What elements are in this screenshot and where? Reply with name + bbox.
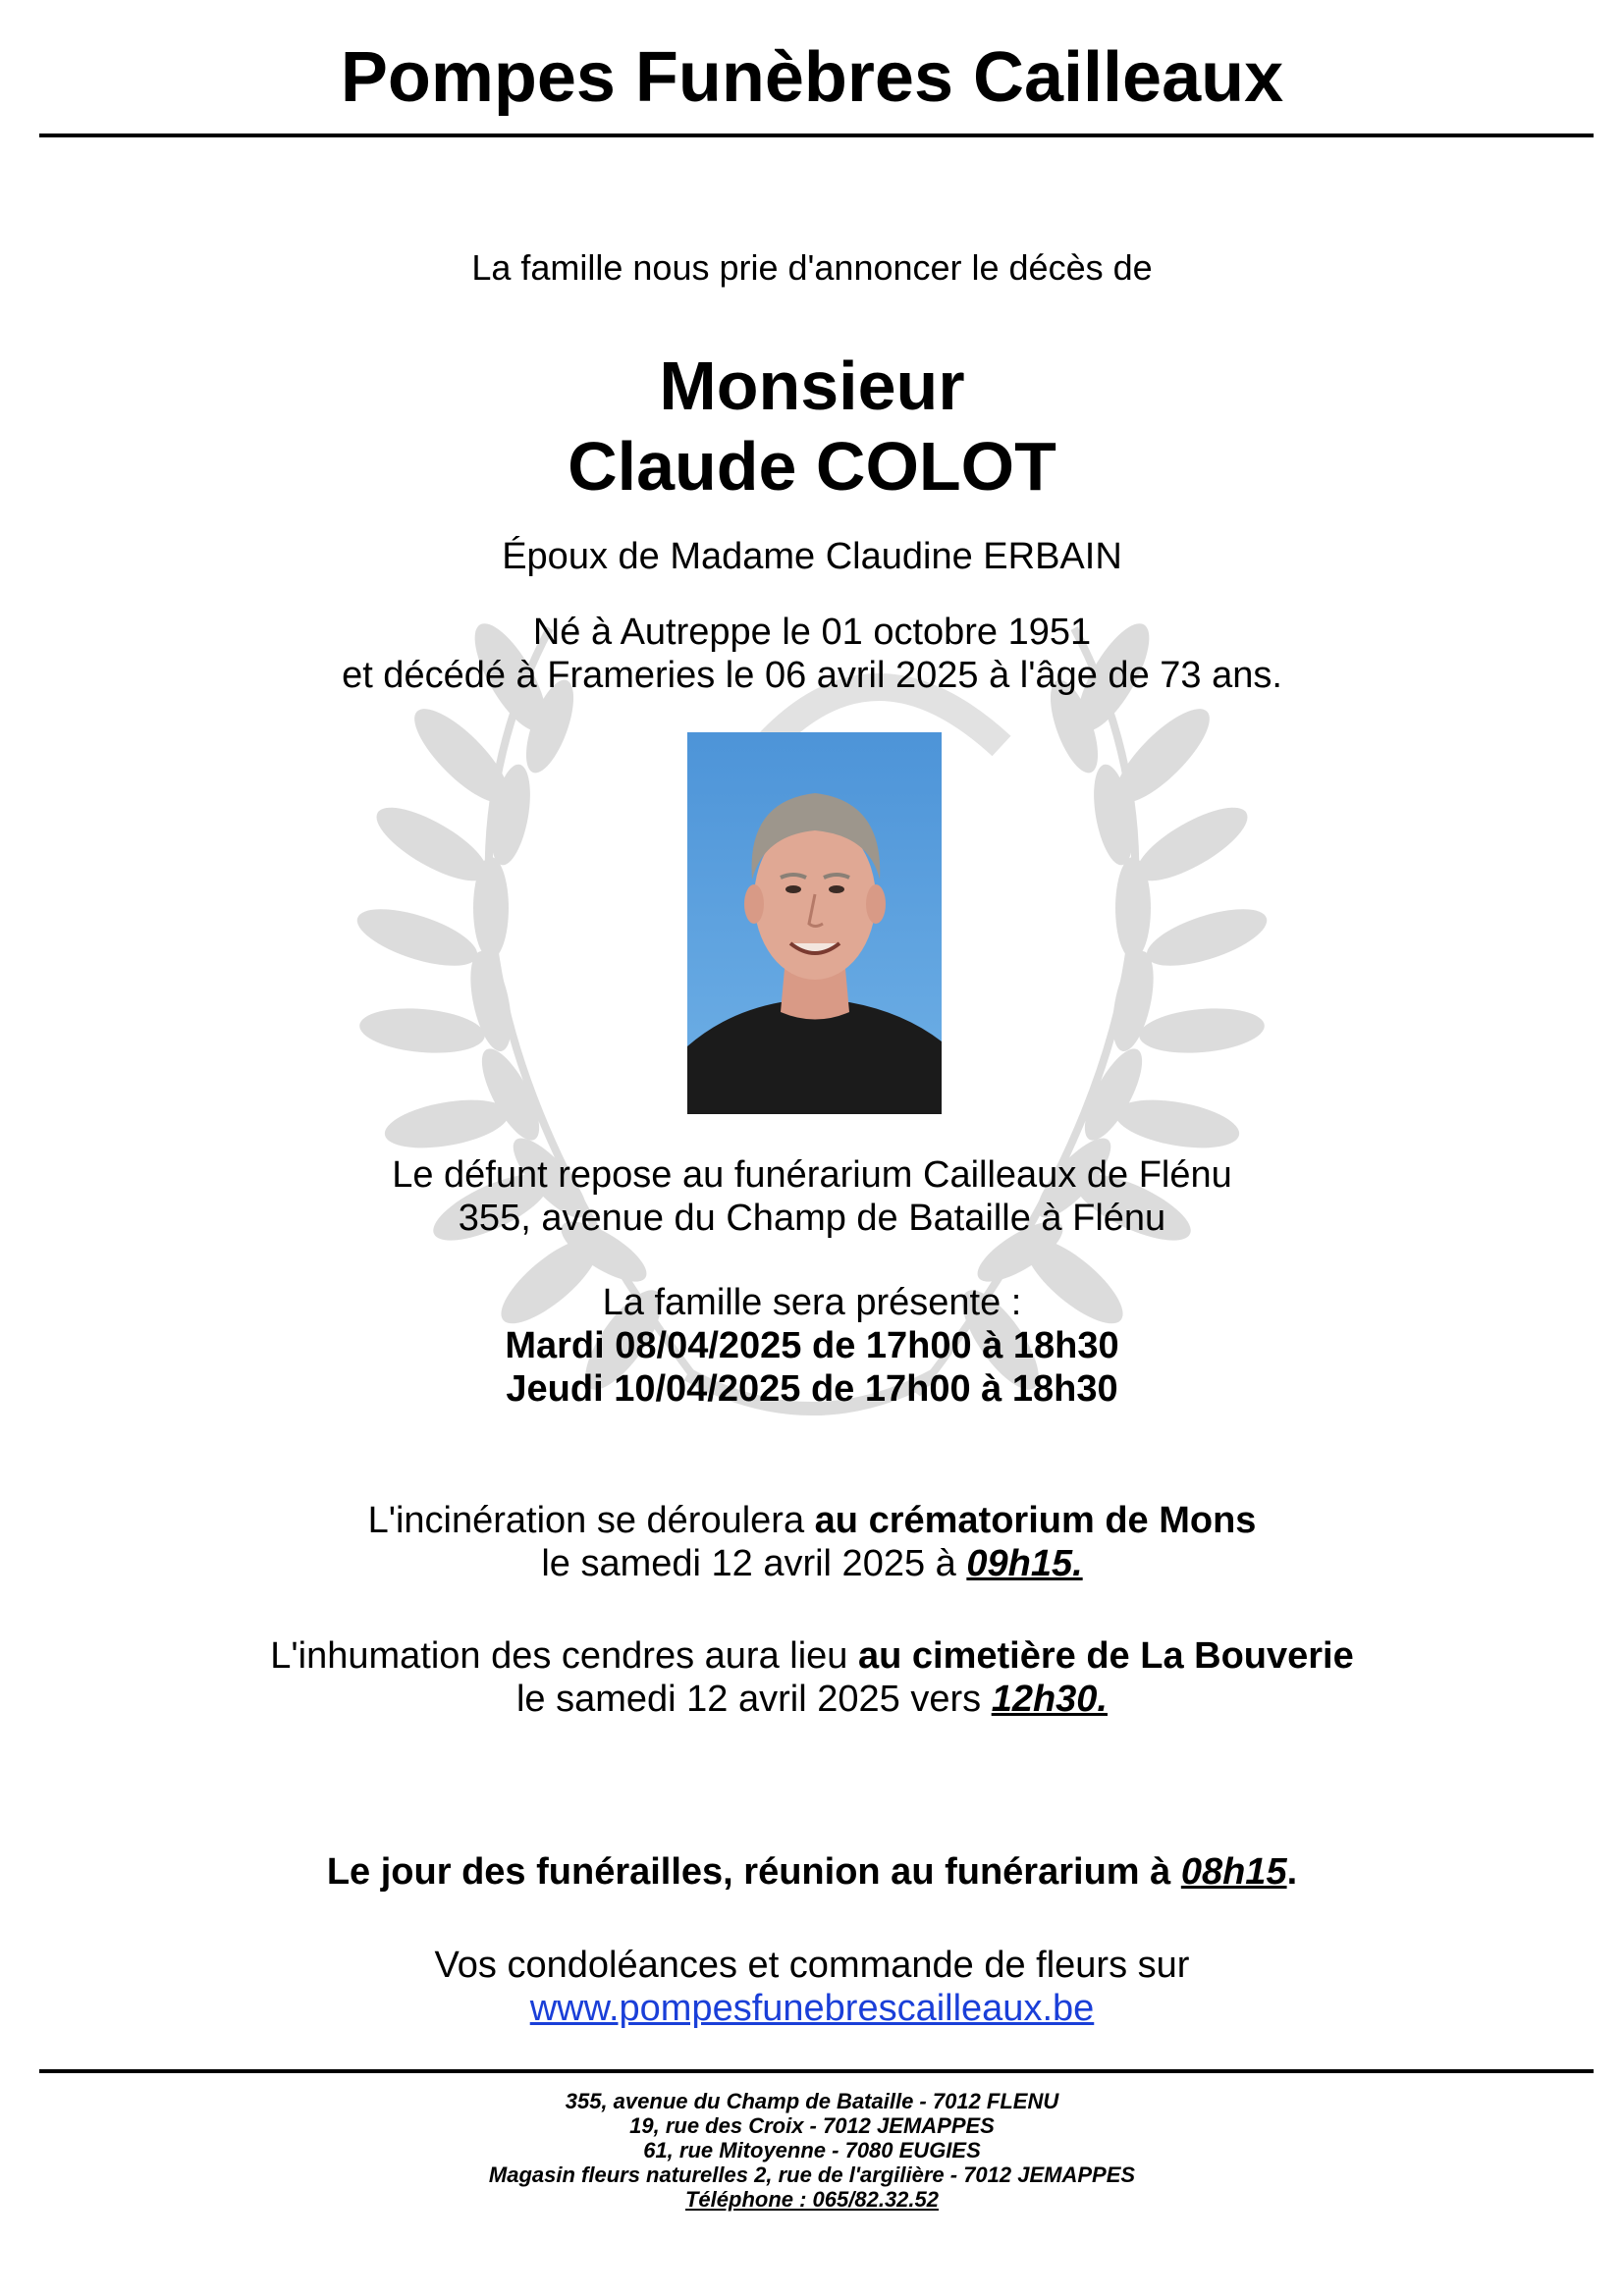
repose-line-2: 355, avenue du Champ de Bataille à Flénu xyxy=(458,1198,1166,1239)
footer-addresses xyxy=(0,2089,1624,2212)
burial-line-1 xyxy=(0,1634,1624,1678)
repose-line-1: Le défunt repose au funérarium Cailleaux de Flénu xyxy=(392,1154,1232,1196)
footer-address: Magasin fleurs naturelles 2, rue de l'argilière - 7012 JEMAPPES xyxy=(488,2163,1136,2187)
company-title: Pompes Funèbres Cailleaux xyxy=(340,38,1284,117)
announcement-intro: La famille nous prie d'annoncer le décès de xyxy=(471,247,1153,288)
honorific: Monsieur xyxy=(659,347,965,424)
death-line: et décédé à Frameries le 06 avril 2025 à l'âge de 73 ans. xyxy=(342,655,1282,696)
meeting-time: 08h15 xyxy=(1180,1851,1287,1893)
cremation-prefix: L'incinération se déroulera xyxy=(367,1500,805,1541)
burial-info xyxy=(0,1634,1624,1721)
visit-slot: Mardi 08/04/2025 de 17h00 à 18h30 xyxy=(505,1325,1119,1366)
bottom-divider xyxy=(39,2069,1594,2073)
visiting-hours xyxy=(0,1281,1624,1411)
cremation-time: 09h15. xyxy=(966,1543,1083,1584)
deceased-name xyxy=(0,346,1624,507)
spouse-line: Époux de Madame Claudine ERBAIN xyxy=(502,536,1122,577)
footer-address: 19, rue des Croix - 7012 JEMAPPES xyxy=(629,2113,995,2138)
burial-line-2 xyxy=(0,1678,1624,1721)
meeting-suffix: . xyxy=(1286,1851,1298,1893)
website-link[interactable]: www.pompesfunebrescailleaux.be xyxy=(529,1988,1095,2029)
portrait-illustration xyxy=(687,732,942,1114)
cremation-place: au crématorium de Mons xyxy=(814,1500,1257,1541)
meeting-info xyxy=(0,1850,1624,1894)
cremation-date: le samedi 12 avril 2025 à xyxy=(541,1543,956,1584)
cremation-info xyxy=(0,1499,1624,1585)
burial-time: 12h30. xyxy=(991,1679,1108,1720)
life-dates xyxy=(0,611,1624,697)
footer-address: 355, avenue du Champ de Bataille - 7012 FLENU xyxy=(565,2089,1059,2113)
cremation-line-2 xyxy=(0,1542,1624,1585)
condolences-info xyxy=(0,1944,1624,2030)
footer-phone: Téléphone : 065/82.32.52 xyxy=(684,2187,940,2212)
repose-info xyxy=(0,1153,1624,1240)
burial-place: au cimetière de La Bouverie xyxy=(857,1635,1354,1677)
footer-address: 61, rue Mitoyenne - 7080 EUGIES xyxy=(643,2138,981,2163)
meeting-text: Le jour des funérailles, réunion au funérarium à xyxy=(326,1851,1171,1893)
burial-prefix: L'inhumation des cendres aura lieu xyxy=(270,1635,848,1677)
condolences-text: Vos condoléances et commande de fleurs sur xyxy=(434,1945,1190,1986)
top-divider xyxy=(39,133,1594,137)
visit-slot: Jeudi 10/04/2025 de 17h00 à 18h30 xyxy=(506,1368,1118,1410)
burial-date: le samedi 12 avril 2025 vers xyxy=(515,1679,982,1720)
visits-intro: La famille sera présente : xyxy=(602,1282,1022,1323)
full-name: Claude COLOT xyxy=(568,428,1056,505)
birth-line: Né à Autreppe le 01 octobre 1951 xyxy=(532,612,1092,653)
cremation-line-1 xyxy=(0,1499,1624,1542)
portrait-photo xyxy=(687,732,942,1114)
